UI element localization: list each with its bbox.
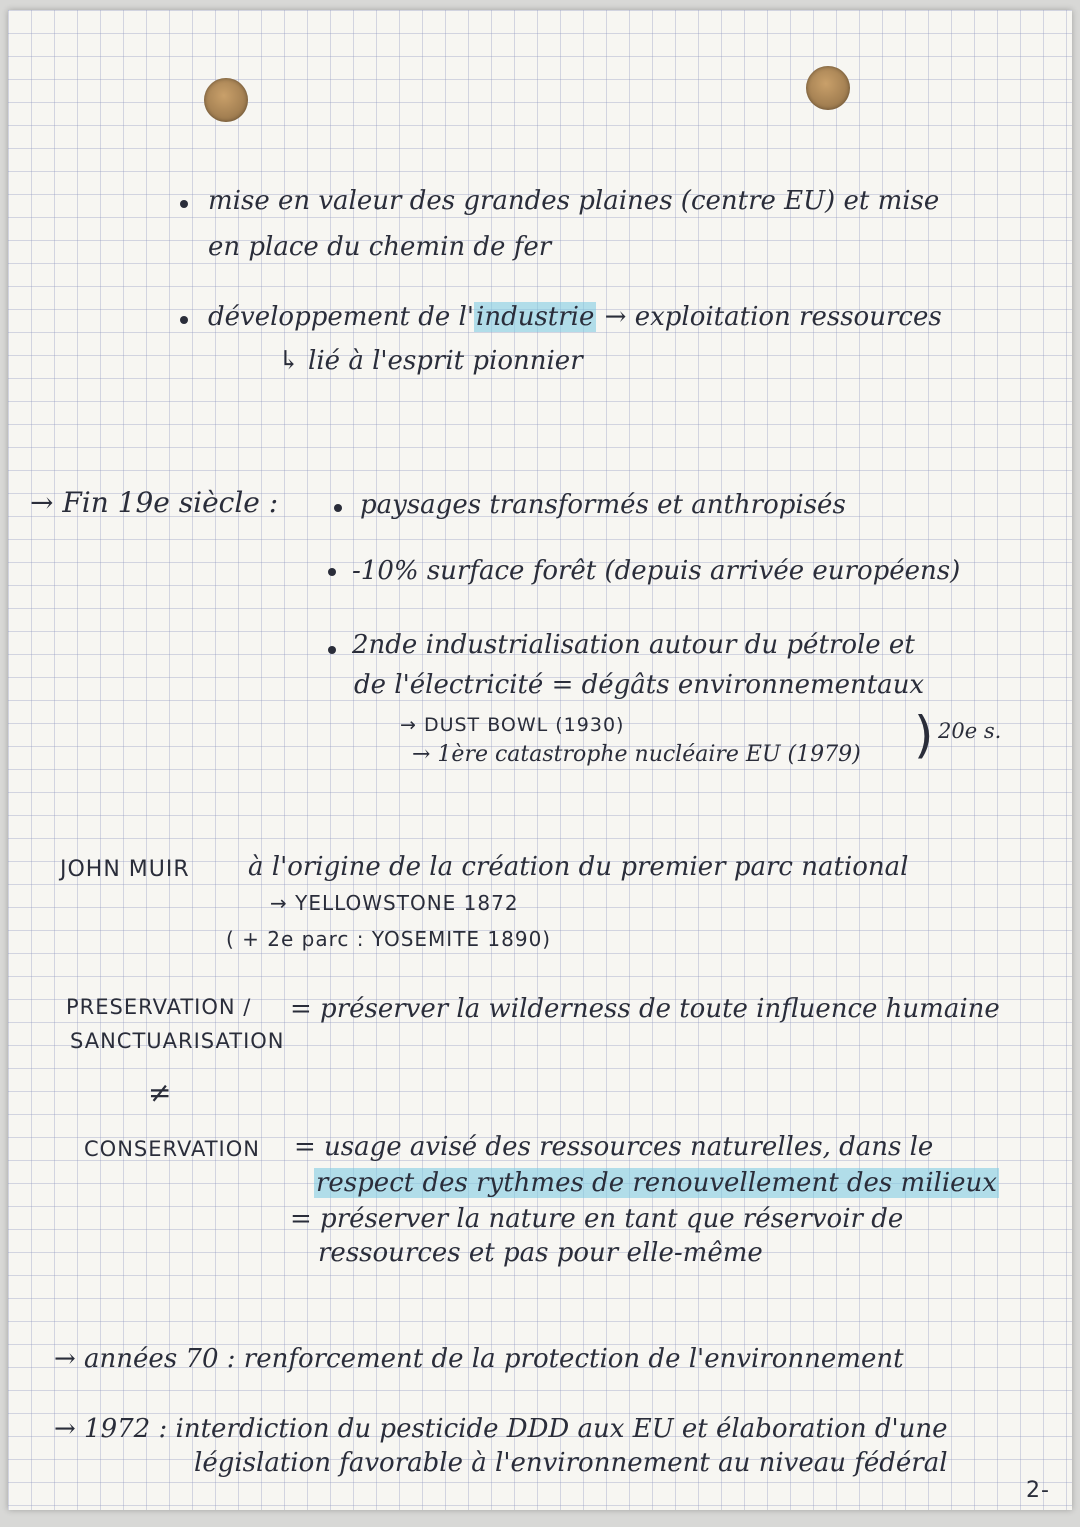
note-line: → années 70 : renforcement de la protection de l'environnement bbox=[54, 1344, 904, 1374]
note-line: mise en valeur des grandes plaines (centre EU) et mise bbox=[208, 186, 940, 216]
term-label: CONSERVATION bbox=[84, 1137, 260, 1161]
note-line: ( + 2e parc : YOSEMITE 1890) bbox=[226, 927, 552, 951]
section-heading: → Fin 19e siècle : bbox=[30, 486, 279, 519]
note-line: de l'électricité = dégâts environnementaux bbox=[354, 670, 925, 700]
note-line: → 1972 : interdiction du pesticide DDD aux EU et élaboration d'une bbox=[54, 1414, 948, 1444]
definition-line: = préserver la nature en tant que réservoir de bbox=[290, 1204, 904, 1234]
definition-line bbox=[314, 1168, 999, 1198]
note-line: ↳ lié à l'esprit pionnier bbox=[278, 346, 583, 376]
note-line: → DUST BOWL (1930) bbox=[400, 714, 625, 736]
term-label: SANCTUARISATION bbox=[70, 1029, 285, 1053]
definition-line: ressources et pas pour elle-même bbox=[318, 1238, 763, 1268]
note-line: législation favorable à l'environnement au niveau fédéral bbox=[194, 1448, 948, 1478]
not-equal-sign: ≠ bbox=[148, 1076, 173, 1109]
bracket: ) bbox=[914, 706, 934, 764]
note-line bbox=[208, 302, 942, 332]
notebook-page bbox=[8, 10, 1072, 1510]
note-line: 2nde industrialisation autour du pétrole et bbox=[352, 630, 915, 660]
person-name: JOHN MUIR bbox=[60, 857, 190, 882]
bullet-dot bbox=[180, 316, 188, 324]
note-line: → YELLOWSTONE 1872 bbox=[270, 891, 519, 915]
bullet-dot bbox=[334, 504, 342, 512]
definition-line: = usage avisé des ressources naturelles, dans le bbox=[294, 1132, 934, 1162]
punch-hole-left bbox=[204, 78, 248, 122]
note-line: en place du chemin de fer bbox=[208, 232, 552, 262]
bullet-dot bbox=[328, 568, 336, 576]
highlighted-word: industrie bbox=[476, 302, 595, 332]
note-line: paysages transformés et anthropisés bbox=[360, 490, 846, 520]
term-label: PRESERVATION / bbox=[66, 995, 252, 1019]
note-line: à l'origine de la création du premier parc national bbox=[248, 852, 909, 882]
page-number: 2- bbox=[1026, 1478, 1050, 1503]
bullet-dot bbox=[328, 646, 336, 654]
definition-line: = préserver la wilderness de toute influence humaine bbox=[290, 994, 1000, 1024]
highlighted-phrase: respect des rythmes de renouvellement des milieux bbox=[316, 1168, 997, 1198]
note-line: → 1ère catastrophe nucléaire EU (1979) bbox=[412, 742, 861, 767]
punch-hole-right bbox=[806, 66, 850, 110]
note-text: → exploitation ressources bbox=[604, 302, 942, 332]
note-line: 20e s. bbox=[938, 719, 1002, 743]
bullet-dot bbox=[180, 200, 188, 208]
note-text: développement de l' bbox=[208, 302, 475, 332]
note-line: -10% surface forêt (depuis arrivée européens) bbox=[352, 556, 961, 586]
